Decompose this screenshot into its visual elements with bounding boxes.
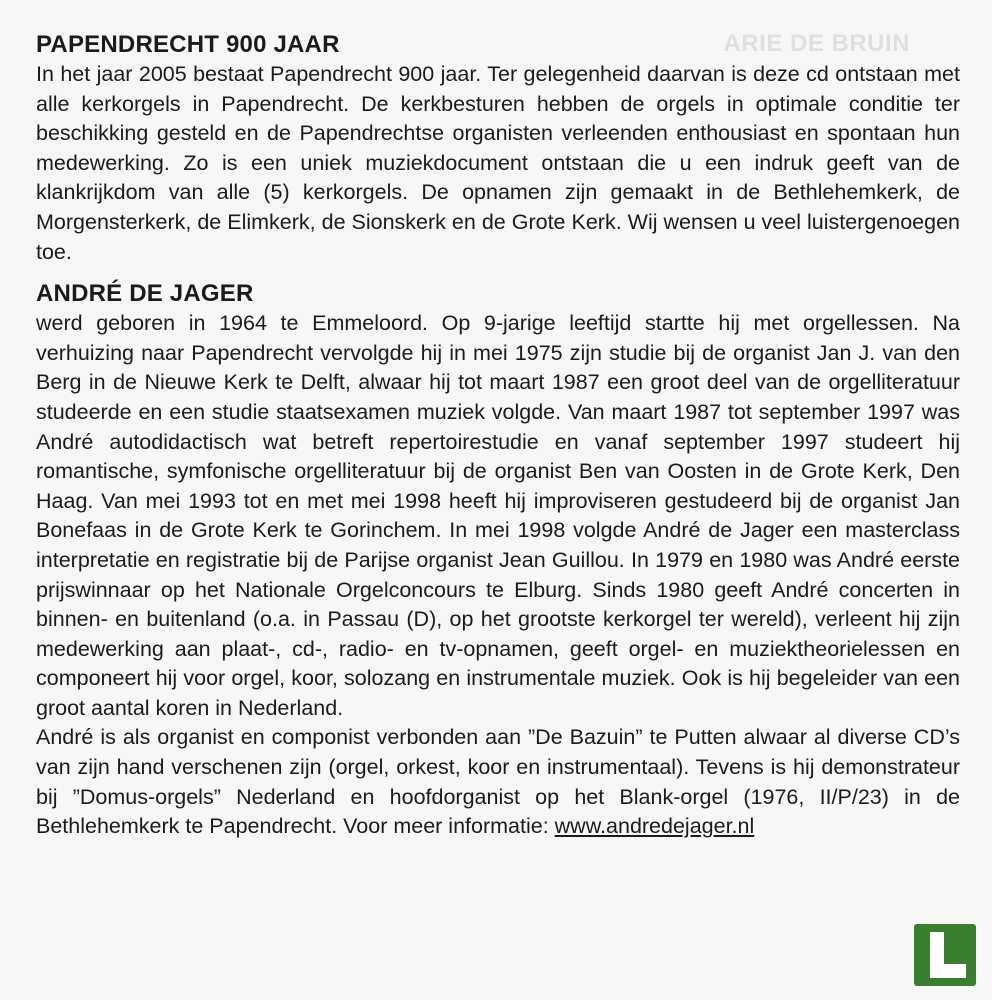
section-body-andre-contact [36,723,960,841]
section-body-andre: werd geboren in 1964 te Emmeloord. Op 9-jarige leeftijd startte hij met orgellessen. Na verhuizing naar Papendrecht vervolgde hij in mei 1975 zijn studie bij de organist Jan J. van den Berg in de Nieuwe Kerk te Delft, alwaar hij tot maart 1987 een groot deel van de orgelliteratuur studeerde en een studie staatsexamen muziek volgde. Van maart 1987 tot september 1997 was André autodidactisch wat betreft repertoirestudie en vanaf september 1997 studeert hij romantische, symfonische orgelliteratuur bij de organist Ben van Oosten in de Grote Kerk, Den Haag. Van mei 1993 tot en met mei 1998 heeft hij improviseren gestudeerd bij de organist Jan Bonefaas in de Grote Kerk te Gorinchem. In mei 1998 volgde André de Jager een masterclass interpretatie en registratie bij de Parijse organist Jean Guillou. In 1979 en 1980 was André eerste prijswinnaar op het Nationale Orgelconcours te Elburg. Sinds 1980 geeft André concerten in binnen- en buitenland (o.a. in Passau (D), op het grootste kerkorgel ter wereld), verleent hij zijn medewerking aan plaat-, cd-, radio- en tv-opnamen, geeft orgel- en muziektheorielessen en componeert hij voor orgel, koor, solozang en instrumentale muziek. Ook is hij begeleider van een groot aantal koren in Nederland. [36,311,960,720]
document-page [36,30,960,842]
section-heading-andre: ANDRÉ DE JAGER [36,280,254,308]
bleed-title: ARIE DE BRUIN [723,30,910,57]
logo-horizontal-bar [930,964,966,978]
l-logo-icon [914,924,976,986]
contact-text: André is als organist en componist verbonden aan ”De Bazuin” te Putten alwaar al diverse CD’s van zijn hand verschenen zijn (orgel, orkest, koor en instrumentaal). Tevens is hij demonstrateur bij ”Domus-orgels” Nederland en hoofdorganist op het Blank-orgel (1976, II/P/23) in de Bethlehemkerk te Papendrecht. Voor meer informatie: [36,725,960,839]
section-heading-papendrecht: PAPENDRECHT 900 JAAR [36,31,340,58]
section-body-papendrecht: In het jaar 2005 bestaat Papendrecht 900 jaar. Ter gelegenheid daarvan is deze cd ontstaan met alle kerkorgels in Papendrecht. De kerkbesturen hebben de orgels in optimale conditie ter beschikking gesteld en de Papendrechtse organisten verleenden enthousiast en spontaan hun medewerking. Zo is een uniek muziekdocument ontstaan die u een indruk geeft van de klankrijkdom van alle (5) kerkorgels. De opnamen zijn gemaakt in de Bethlehemkerk, de Morgensterkerk, de Elimkerk, de Sionskerk en de Grote Kerk. Wij wensen u veel luistergenoegen toe. [36,62,960,264]
website-link[interactable]: www.andredejager.nl [554,814,755,839]
